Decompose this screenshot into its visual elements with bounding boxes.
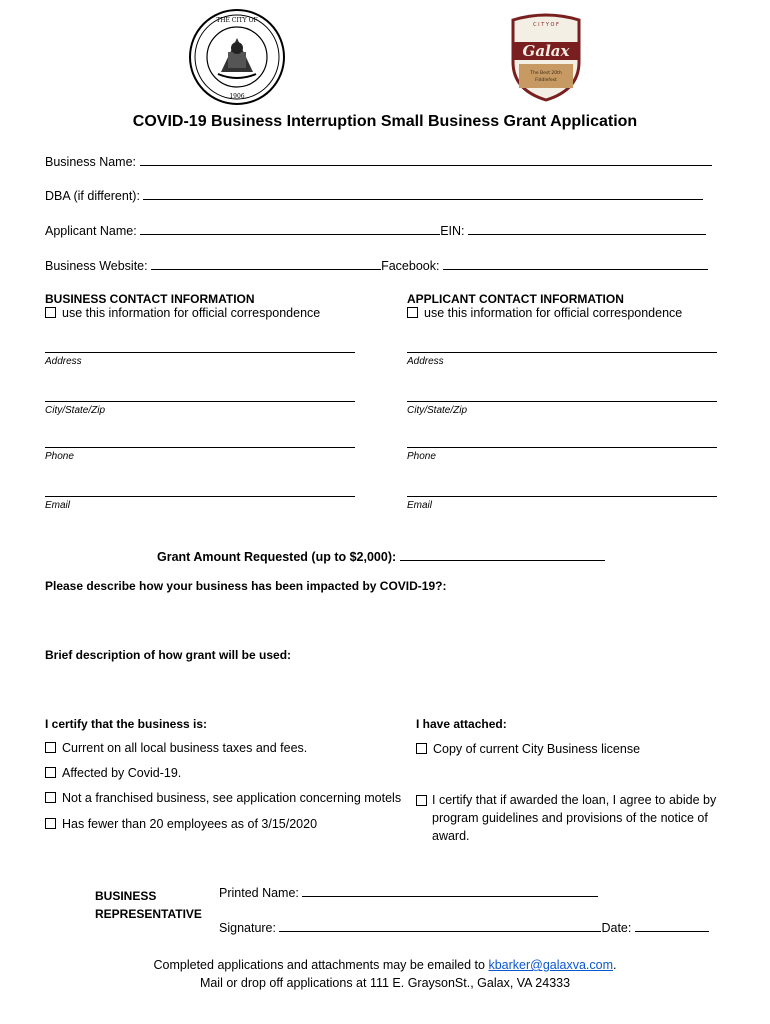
checkbox[interactable] — [45, 818, 56, 829]
certify-item-employees[interactable]: Has fewer than 20 employees as of 3/15/2020 — [45, 817, 317, 831]
svg-text:1906: 1906 — [229, 93, 245, 100]
representative-label-line2: REPRESENTATIVE — [95, 907, 202, 921]
business-email-field[interactable] — [45, 496, 355, 497]
footer-line2: Mail or drop off applications at 111 E. GraysonSt., Galax, VA 24333 — [199, 976, 571, 990]
ein-field[interactable] — [468, 222, 706, 235]
date-label: Date: — [601, 921, 632, 935]
business-name-label: Business Name: — [45, 155, 137, 169]
business-address-label: Address — [45, 356, 82, 367]
grant-use-question: Brief description of how grant will be used: — [45, 648, 292, 662]
certify-item-covid[interactable]: Affected by Covid-19. — [45, 766, 181, 780]
applicant-city-field[interactable] — [407, 401, 717, 402]
facebook-label: Facebook: — [381, 259, 440, 273]
business-contact-checkbox-label: use this information for official correspondence — [62, 306, 321, 320]
business-contact-checkbox-row[interactable] — [45, 306, 320, 320]
svg-text:C I T Y O F: C I T Y O F — [533, 22, 559, 28]
dba-label: DBA (if different): — [45, 189, 140, 203]
attached-heading: I have attached: — [416, 717, 507, 731]
applicant-phone-label: Phone — [407, 451, 436, 462]
applicant-name-field[interactable] — [140, 222, 440, 235]
checkbox[interactable] — [416, 743, 427, 754]
applicant-email-label: Email — [407, 500, 433, 511]
business-city-label: City/State/Zip — [45, 405, 106, 416]
certify-heading: I certify that the business is: — [45, 717, 208, 731]
business-city-field[interactable] — [45, 401, 355, 402]
grant-amount-label: Grant Amount Requested (up to $2,000): — [157, 550, 397, 564]
facebook-field[interactable] — [443, 257, 708, 270]
applicant-contact-checkbox-row[interactable] — [407, 306, 682, 320]
applicant-contact-checkbox[interactable] — [407, 307, 418, 318]
impact-question: Please describe how your business has been impacted by COVID-19?: — [45, 579, 447, 593]
business-email-label: Email — [45, 500, 71, 511]
applicant-city-label: City/State/Zip — [407, 405, 468, 416]
applicant-contact-heading: APPLICANT CONTACT INFORMATION — [407, 292, 624, 306]
email-link[interactable]: kbarker@galaxva.com — [488, 958, 613, 972]
checkbox[interactable] — [45, 742, 56, 753]
printed-name-field[interactable] — [302, 884, 598, 897]
business-contact-heading: BUSINESS CONTACT INFORMATION — [45, 292, 255, 306]
business-address-field[interactable] — [45, 352, 355, 353]
grant-amount-field[interactable] — [400, 548, 605, 561]
svg-text:THE CITY OF: THE CITY OF — [216, 17, 258, 24]
galax-logo — [507, 12, 585, 102]
business-name-field[interactable] — [140, 153, 712, 166]
applicant-phone-field[interactable] — [407, 447, 717, 448]
business-phone-label: Phone — [45, 451, 74, 462]
svg-text:Fiddlefest: Fiddlefest — [535, 78, 557, 83]
applicant-name-label: Applicant Name: — [45, 224, 137, 238]
applicant-address-field[interactable] — [407, 352, 717, 353]
business-contact-checkbox[interactable] — [45, 307, 56, 318]
applicant-contact-checkbox-label: use this information for official correspondence — [424, 306, 683, 320]
attached-item-agreement[interactable]: I certify that if awarded the loan, I agree to abide by program guidelines and provisions of the notice of award. — [416, 791, 726, 845]
attached-item-license[interactable]: Copy of current City Business license — [416, 742, 640, 756]
date-field[interactable] — [635, 919, 709, 932]
checkbox[interactable] — [45, 767, 56, 778]
representative-label-line1: BUSINESS — [95, 889, 157, 903]
checkbox[interactable] — [416, 795, 427, 806]
business-phone-field[interactable] — [45, 447, 355, 448]
svg-text:The Best 20th: The Best 20th — [530, 71, 562, 76]
dba-field[interactable] — [143, 187, 703, 200]
checkbox[interactable] — [45, 792, 56, 803]
signature-label: Signature: — [219, 921, 276, 935]
footer-line1: Completed applications and attachments may be emailed to kbarker@galaxva.com. — [153, 958, 617, 972]
applicant-address-label: Address — [407, 356, 444, 367]
certify-item-taxes[interactable]: Current on all local business taxes and fees. — [45, 741, 307, 755]
certify-item-franchise[interactable]: Not a franchised business, see application concerning motels — [45, 791, 401, 805]
printed-name-label: Printed Name: — [219, 886, 299, 900]
signature-field[interactable] — [279, 919, 601, 932]
page-title: COVID-19 Business Interruption Small Business Grant Application — [132, 113, 638, 130]
business-website-label: Business Website: — [45, 259, 148, 273]
city-seal — [188, 8, 286, 106]
business-website-field[interactable] — [151, 257, 381, 270]
applicant-email-field[interactable] — [407, 496, 717, 497]
ein-label: EIN: — [440, 224, 465, 238]
svg-text:Galax: Galax — [522, 42, 570, 60]
